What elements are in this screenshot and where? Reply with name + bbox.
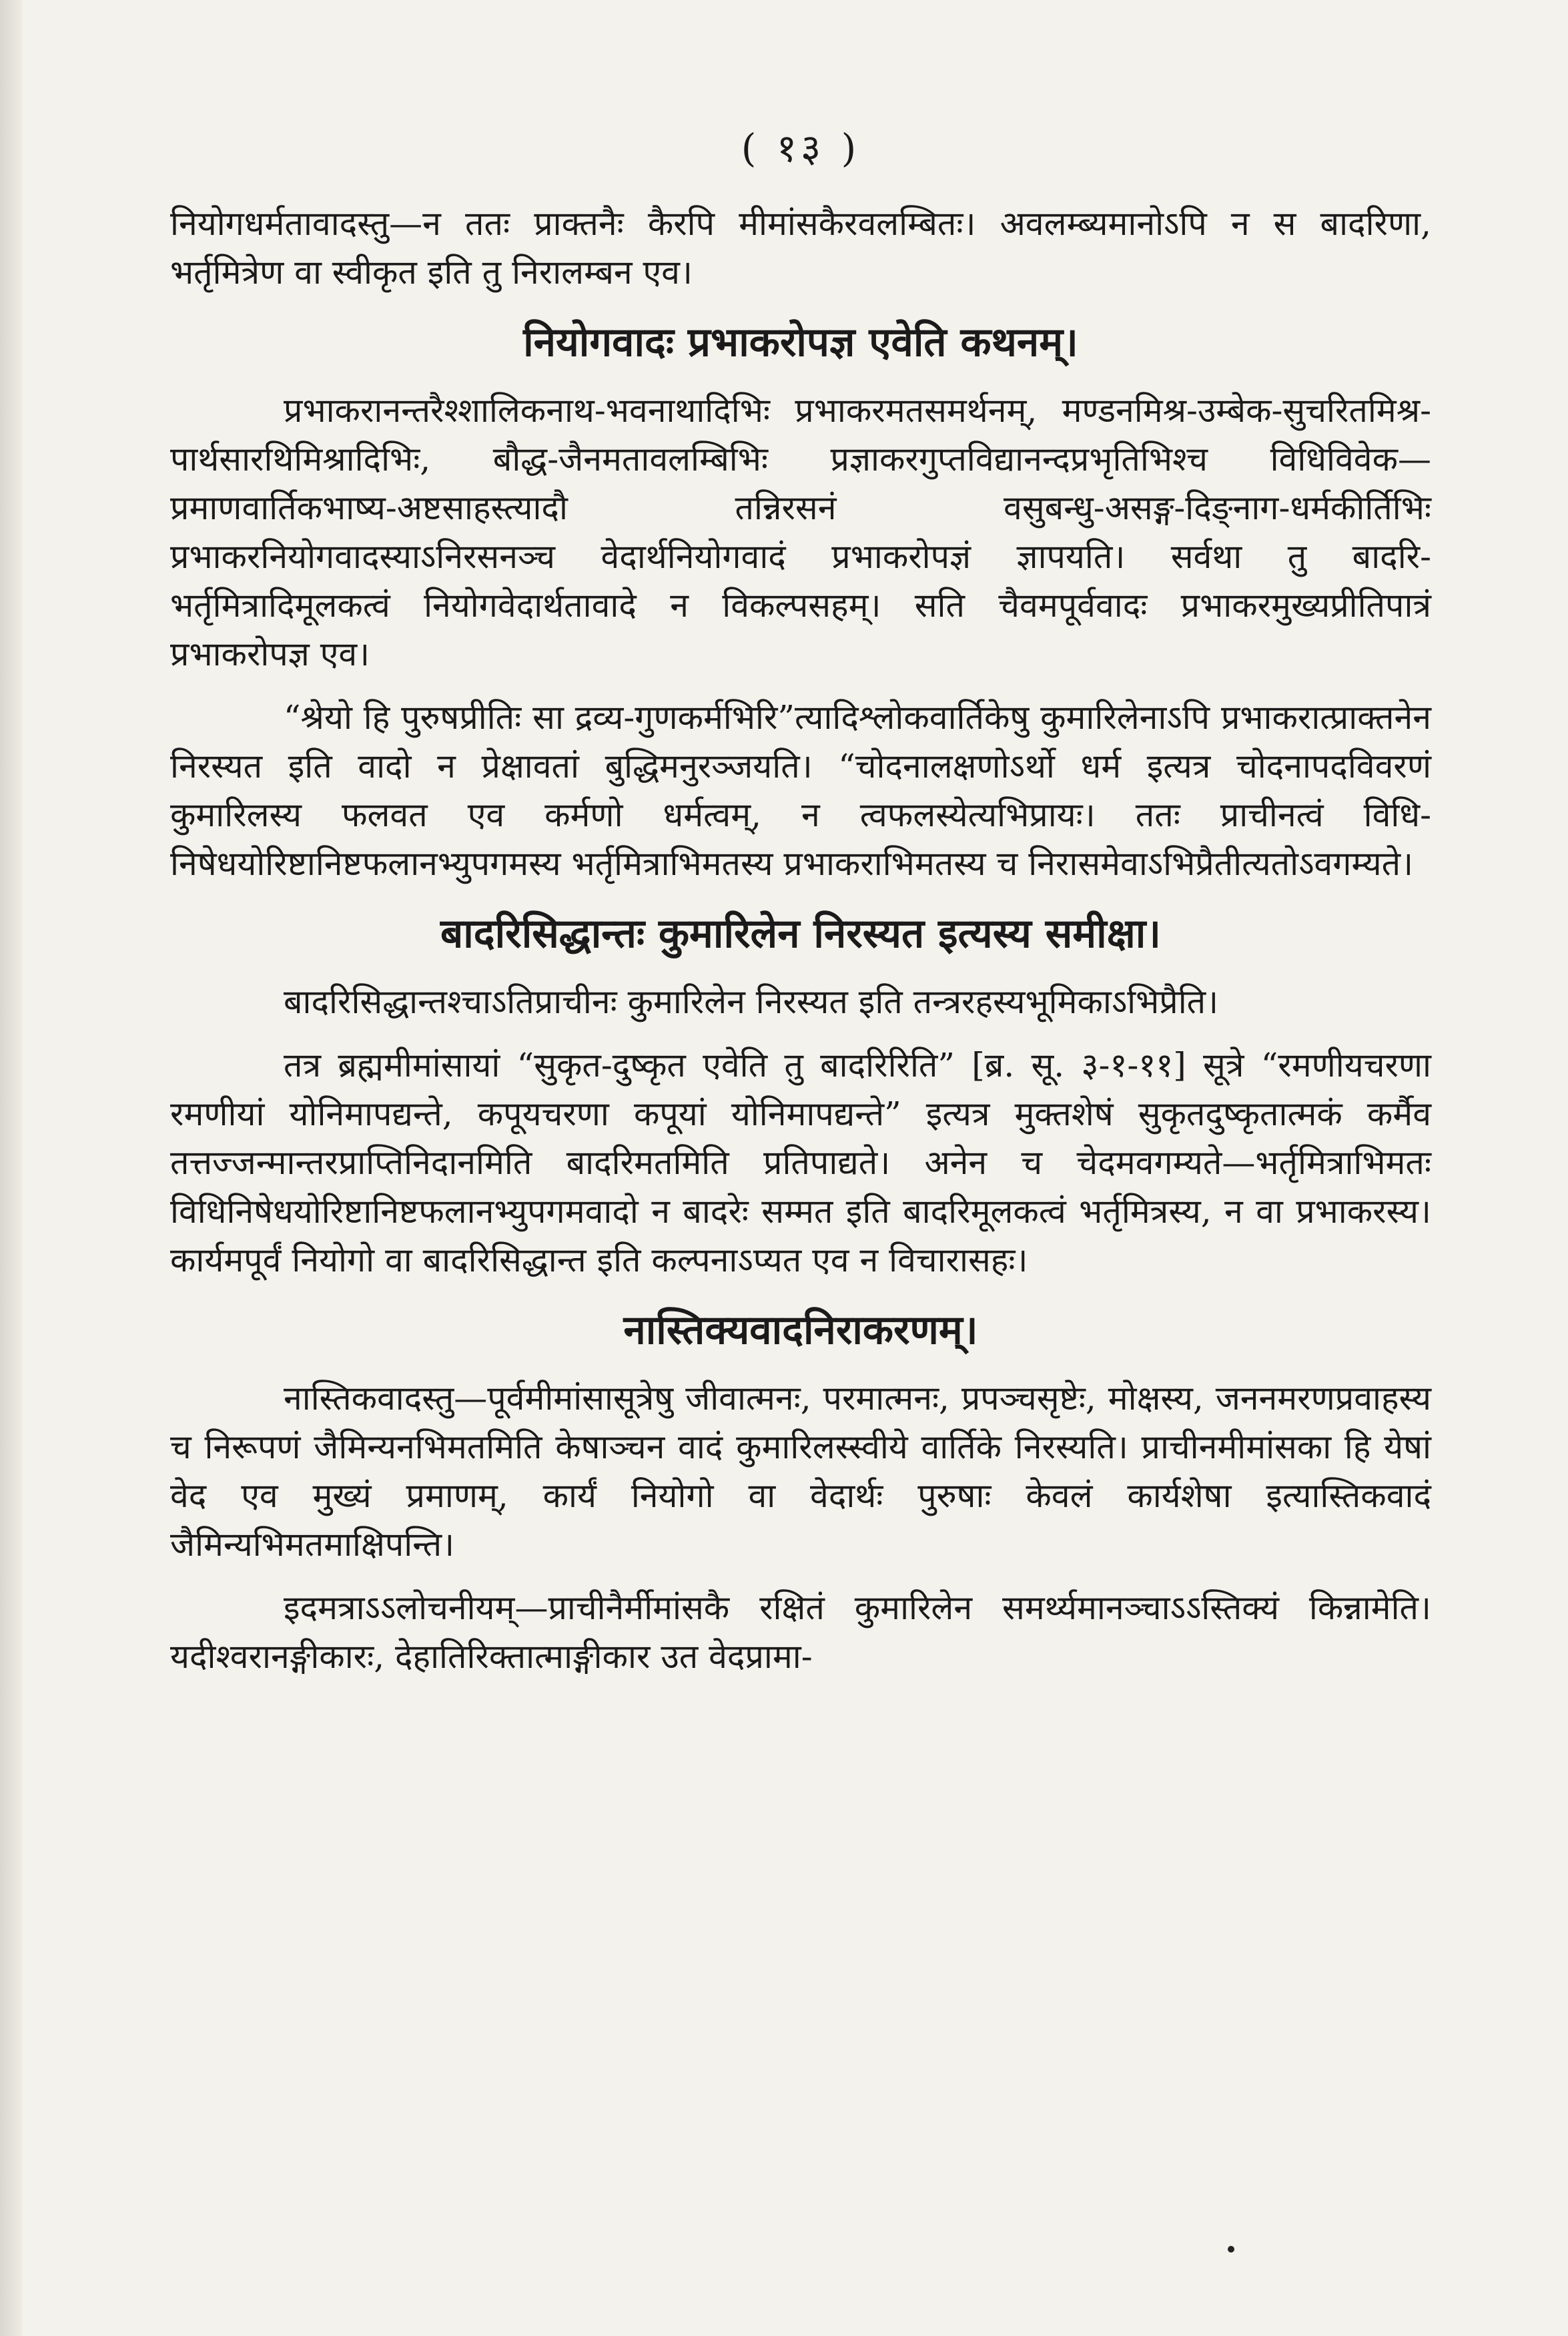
paragraph: “श्रेयो हि पुरुषप्रीतिः सा द्रव्य-गुणकर्मभिरि”त्यादिश्लोकवार्तिकेषु कुमारिलेनाऽपि प्रभाकरात्प्राक्तनेन निरस्यत इति वादो न प्रेक्षावतां बुद्धिमनुरञ्जयति। “चोदनालक्षणोऽर्थो धर्म इत्यत्र चोदनापदविवरणं कुमारिलस्य फलवत एव कर्मणो धर्मत्वम्, न त्वफलस्येत्यभिप्रायः। ततः प्राचीनत्वं विधि-निषेधयोरिष्टानिष्टफलानभ्युपगमस्य भर्तृमित्राभिमतस्य प्रभाकराभिमतस्य च निरासमेवाऽभिप्रैतीत्यतोऽवगम्यते। [170, 698, 1431, 883]
section-heading: नास्तिक्यवादनिराकरणम्। [623, 1307, 978, 1354]
paragraph: तत्र ब्रह्ममीमांसायां “सुकृत-दुष्कृत एवेति तु बादरिरिति” [ब्र. सू. ३-१-११] सूत्रे “रमणीयचरणा रमणीयां योनिमापद्यन्ते, कपूयचरणा कपूयां योनिमापद्यन्ते” इत्यत्र मुक्तशेषं सुकृतदुष्कृतात्मकं कर्मैव तत्तज्जन्मान्तरप्राप्तिनिदानमिति बादरिमतमिति प्रतिपाद्यते। अनेन च चेदमवगम्यते—भर्तृमित्राभिमतः विधिनिषेधयोरिष्टानिष्टफलानभ्युपगमवादो न बादरेः सम्मत इति बादरिमूलकत्वं भर्तृमित्रस्य, न वा प्रभाकरस्य। कार्यमपूर्वं नियोगो वा बादरिसिद्धान्त इति कल्पनाऽप्यत एव न विचारासहः। [170, 1046, 1431, 1279]
document-page [170, 120, 1431, 1681]
paragraph: बादरिसिद्धान्तश्चाऽतिप्राचीनः कुमारिलेन निरस्यत इति तन्त्ररहस्यभूमिकाऽभिप्रैति। [284, 982, 1219, 1021]
paragraph: इदमत्राऽऽलोचनीयम्—प्राचीनैर्मीमांसकै रक्षितं कुमारिलेन समर्थ्यमानञ्चाऽऽस्तिक्यं किन्नामेति। यदीश्वरानङ्गीकारः, देहातिरिक्तात्माङ्गीकार उत वेदप्रामा- [170, 1588, 1431, 1676]
paragraph: नास्तिकवादस्तु—पूर्वमीमांसासूत्रेषु जीवात्मनः, परमात्मनः, प्रपञ्चसृष्टेः, मोक्षस्य, जननमरणप्रवाहस्य च निरूपणं जैमिन्यनभिमतमिति केषाञ्चन वादं कुमारिलस्स्वीये वार्तिके निरस्यति। प्राचीनमीमांसका हि येषां वेद एव मुख्यं प्रमाणम्, कार्यं नियोगो वा वेदार्थः पुरुषाः केवलं कार्यशेषा इत्यास्तिकवादं जैमिन्यभिमतमाक्षिपन्ति। [170, 1379, 1431, 1564]
section-heading: नियोगवादः प्रभाकरोपज्ञ एवेति कथनम्। [523, 319, 1078, 366]
page-number: ( १३ ) [741, 125, 861, 171]
paragraph: प्रभाकरानन्तरैश्शालिकनाथ-भवनाथादिभिः प्रभाकरमतसमर्थनम्, मण्डनमिश्र-उम्बेक-सुचरितमिश्र-पार्थसारथिमिश्रादिभिः, बौद्ध-जैनमतावलम्बिभिः प्रज्ञाकरगुप्तविद्यानन्दप्रभृतिभिश्च विधिविवेक—प्रमाणवार्तिकभाष्य-अष्टसाहस्त्यादौ तन्निरसनं वसुबन्धु-असङ्ग-दिङ्नाग-धर्मकीर्तिभिः प्रभाकरनियोगवादस्याऽनिरसनञ्च वेदार्थनियोगवादं प्रभाकरोपज्ञं ज्ञापयति। सर्वथा तु बादरि-भर्तृमित्रादिमूलकत्वं नियोगवेदार्थतावादे न विकल्पसहम्। सति चैवमपूर्ववादः प्रभाकरमुख्यप्रीतिपात्रं प्रभाकरोपज्ञ एव। [170, 391, 1431, 673]
paragraph: नियोगधर्मतावादस्तु—न ततः प्राक्तनैः कैरपि मीमांसकैरवलम्बितः। अवलम्ब्यमानोऽपि न स बादरिणा, भर्तृमित्रेण वा स्वीकृत इति तु निरालम्बन एव। [170, 204, 1431, 292]
section-heading: बादरिसिद्धान्तः कुमारिलेन निरस्यत इत्यस्य समीक्षा। [440, 910, 1162, 957]
ink-dot [1228, 2246, 1234, 2253]
page-edge [0, 0, 23, 2336]
